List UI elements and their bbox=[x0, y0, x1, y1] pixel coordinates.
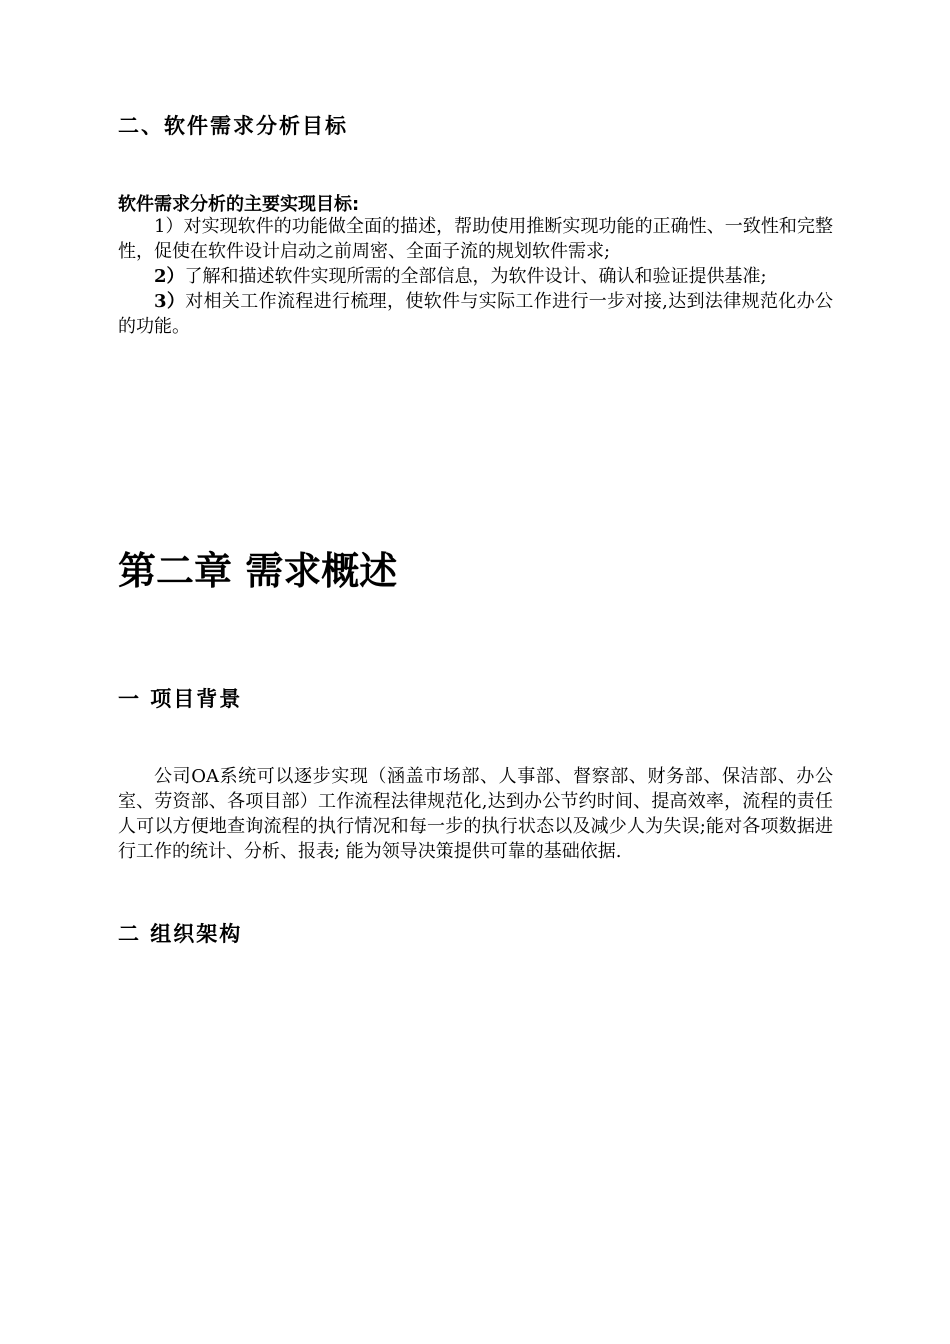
section-heading-requirements-goal: 二、软件需求分析目标 bbox=[118, 114, 348, 138]
goal-item-3 bbox=[118, 289, 833, 339]
goal-number-2: 2） bbox=[154, 266, 185, 287]
goal-text-1: 对实现软件的功能做全面的描述，帮助使用推断实现功能的正确性、一致性和完整性，促使在软件设计启动之前周密、全面子流的规划软件需求; bbox=[118, 216, 834, 262]
goals-lead-text: 软件需求分析的主要实现目标: bbox=[118, 194, 360, 215]
goals-list bbox=[118, 214, 833, 339]
section-heading-organization: 二 组织架构 bbox=[118, 922, 243, 946]
goal-text-2: 了解和描述软件实现所需的全部信息，为软件设计、确认和验证提供基准; bbox=[184, 266, 767, 287]
goal-number-1: 1） bbox=[154, 216, 184, 237]
section-heading-project-background: 一 项目背景 bbox=[118, 687, 243, 711]
project-background-paragraph: 公司OA系统可以逐步实现（涵盖市场部、人事部、督察部、财务部、保洁部、办公室、劳资部、各项目部）工作流程法律规范化,达到办公节约时间、提高效率，流程的责任人可以方便地查询流程的执行情况和每一步的执行状态以及减少人为失误;能对各项数据进行工作的统计、分析、报表; 能为领导决策提供可靠的基础依据. bbox=[118, 766, 833, 862]
chapter-title: 第二章 需求概述 bbox=[118, 549, 398, 593]
goal-number-3: 3） bbox=[154, 291, 186, 312]
goal-item-2 bbox=[118, 264, 833, 289]
goal-text-3: 对相关工作流程进行梳理，使软件与实际工作进行一步对接,达到法律规范化办公的功能。 bbox=[118, 291, 833, 337]
goal-item-1 bbox=[118, 214, 833, 264]
